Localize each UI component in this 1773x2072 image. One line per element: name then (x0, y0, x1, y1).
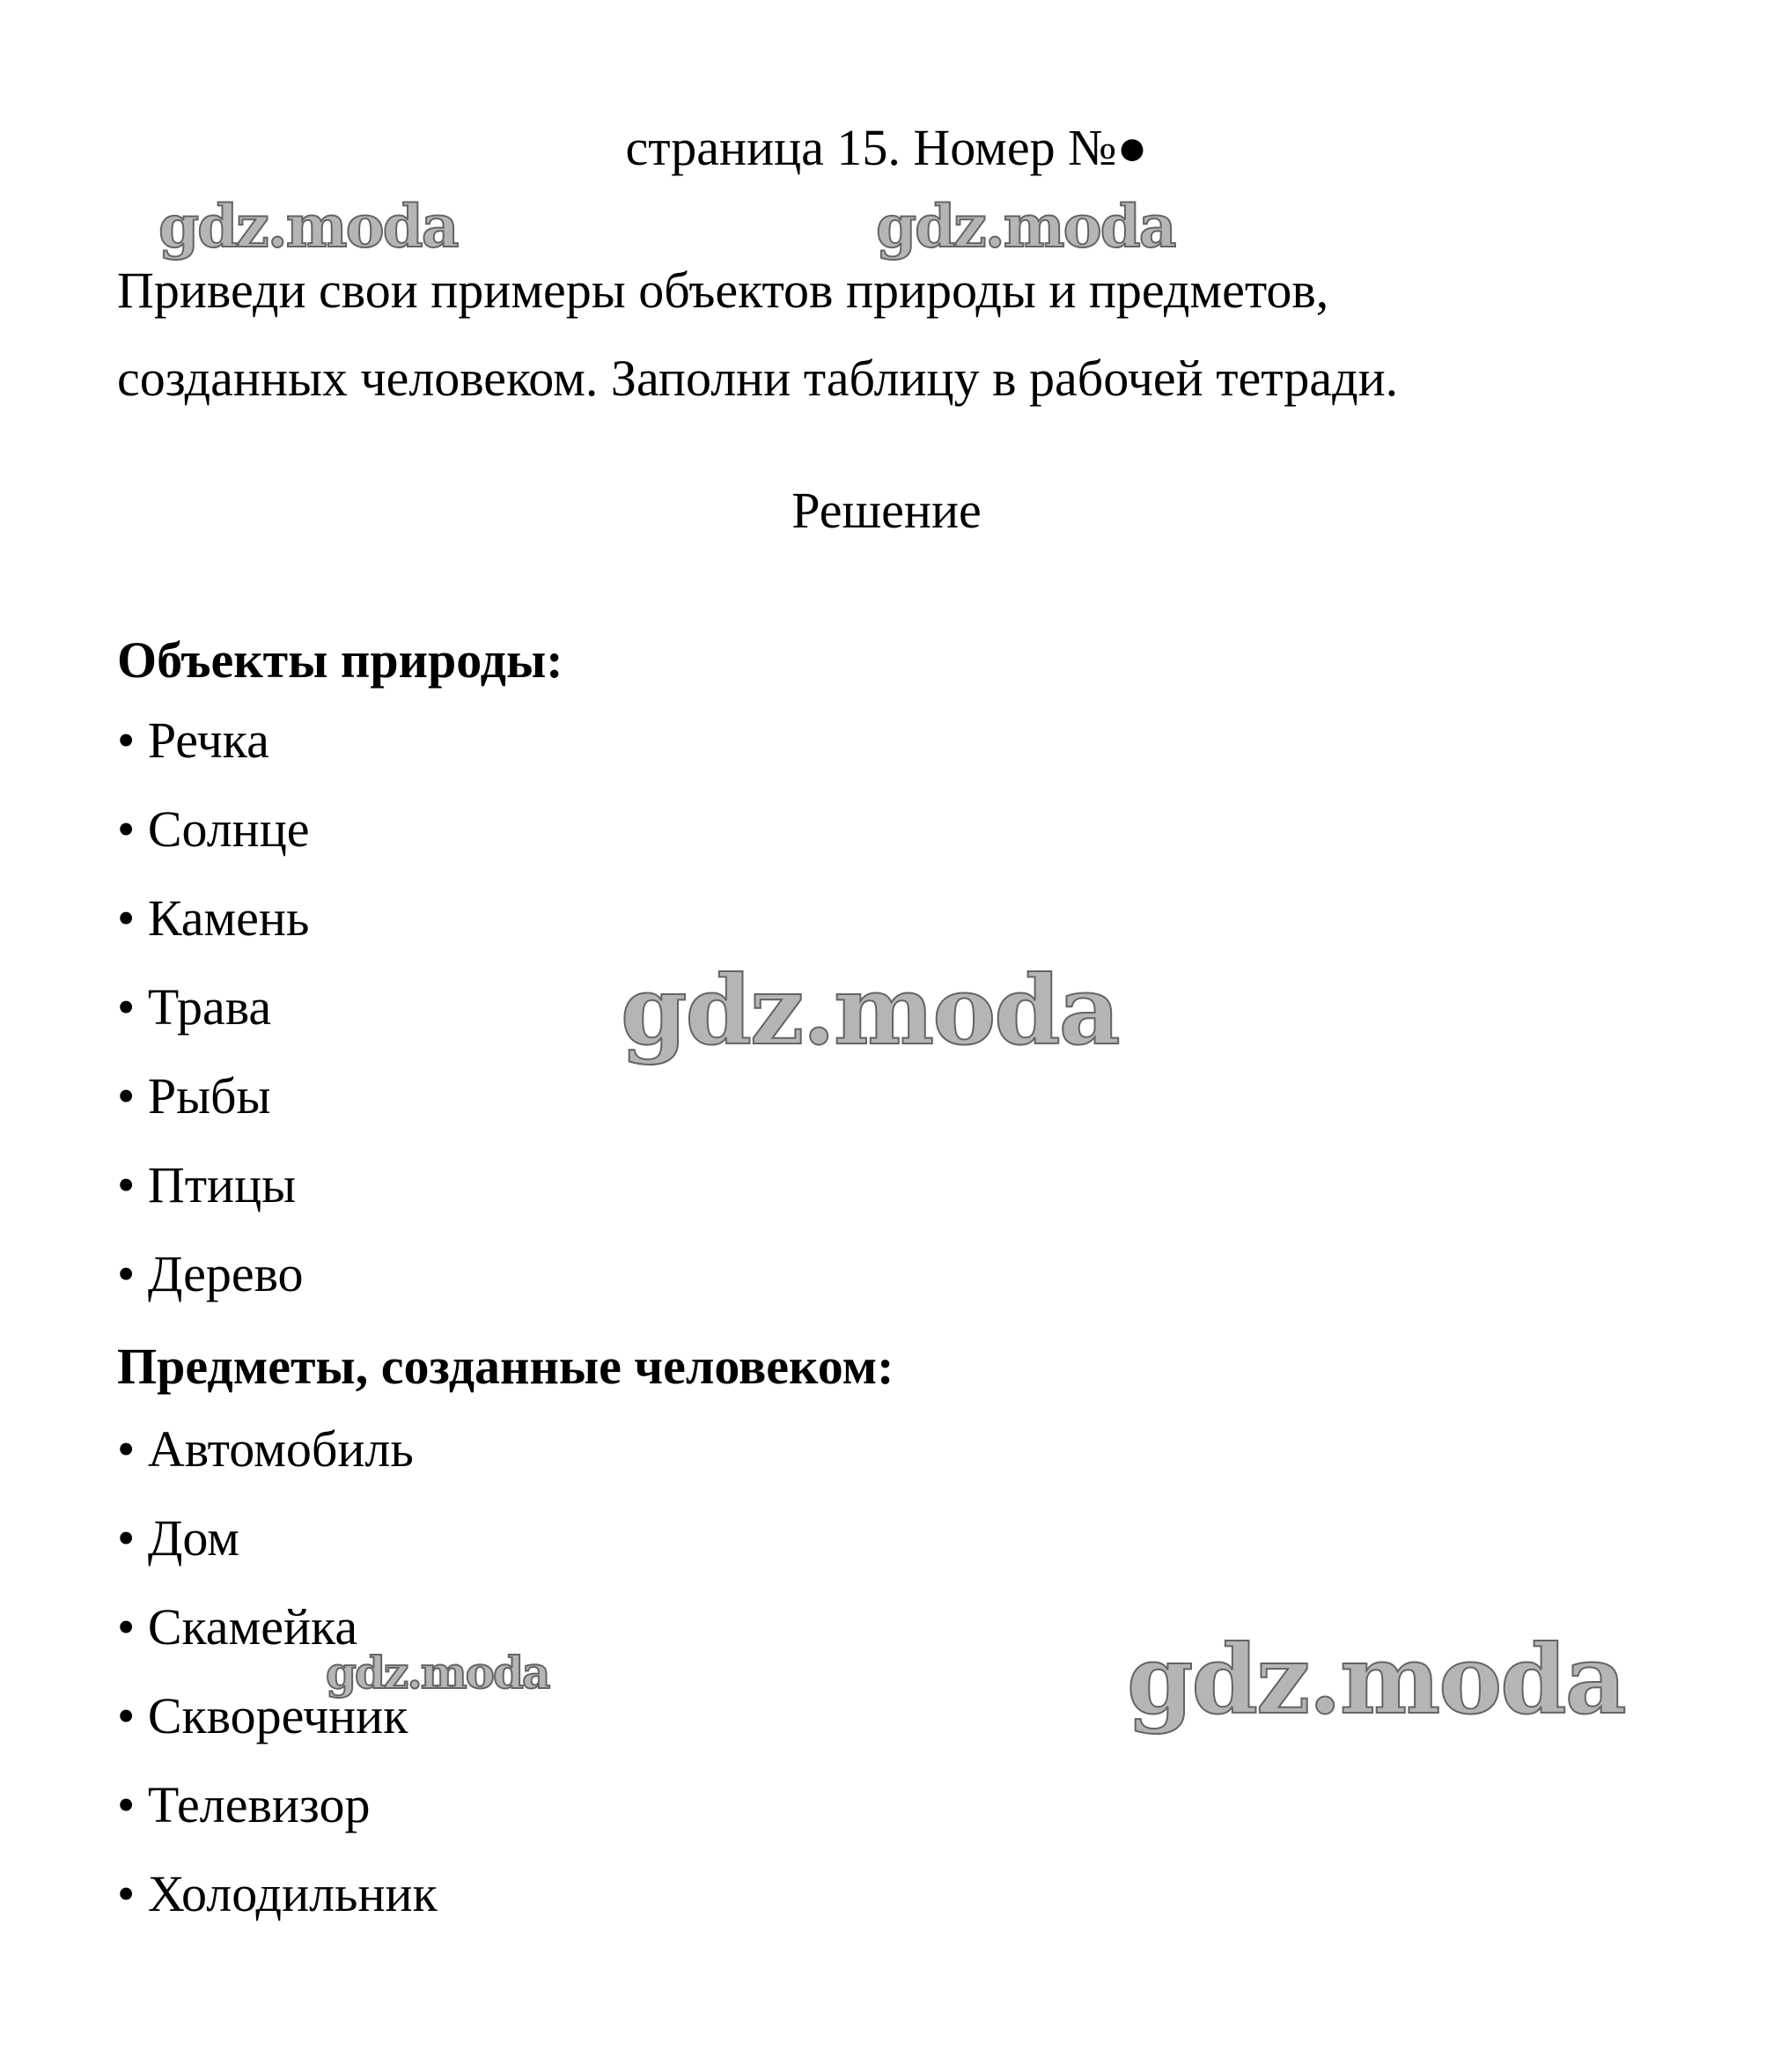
task-line-2: созданных человеком. Заполни таблицу в рабочей тетради. (117, 350, 1399, 407)
list-item: • Рыбы (117, 1051, 310, 1140)
solution-label: Решение (791, 482, 982, 539)
watermark: gdz.moda (158, 192, 458, 261)
list-item: • Дом (117, 1493, 438, 1582)
list-item: • Камень (117, 874, 310, 962)
watermark: gdz.moda (876, 192, 1175, 261)
list-item: • Солнце (117, 785, 310, 874)
list-item: • Автомобиль (117, 1405, 438, 1493)
list-item: • Трава (117, 962, 310, 1051)
watermark: gdz.moda (1127, 1625, 1625, 1736)
list-item: • Холодильник (117, 1849, 438, 1938)
nature-heading: Объекты природы: (117, 631, 563, 689)
manmade-heading: Предметы, созданные человеком: (117, 1338, 894, 1395)
list-item: • Скворечник (117, 1671, 438, 1760)
list-item: • Скамейка (117, 1582, 438, 1671)
list-item: • Дерево (117, 1229, 310, 1318)
list-item: • Речка (117, 696, 310, 785)
watermark: gdz.moda (621, 955, 1119, 1066)
manmade-list (117, 1405, 438, 1938)
task-line-1: Приведи свои примеры объектов природы и предметов, (117, 262, 1329, 319)
list-item: • Телевизор (117, 1760, 438, 1849)
page-title: страница 15. Номер №● (625, 119, 1148, 176)
task-text (117, 247, 1702, 423)
nature-list (117, 696, 310, 1318)
list-item: • Птицы (117, 1140, 310, 1229)
watermark: gdz.moda (326, 1647, 549, 1699)
